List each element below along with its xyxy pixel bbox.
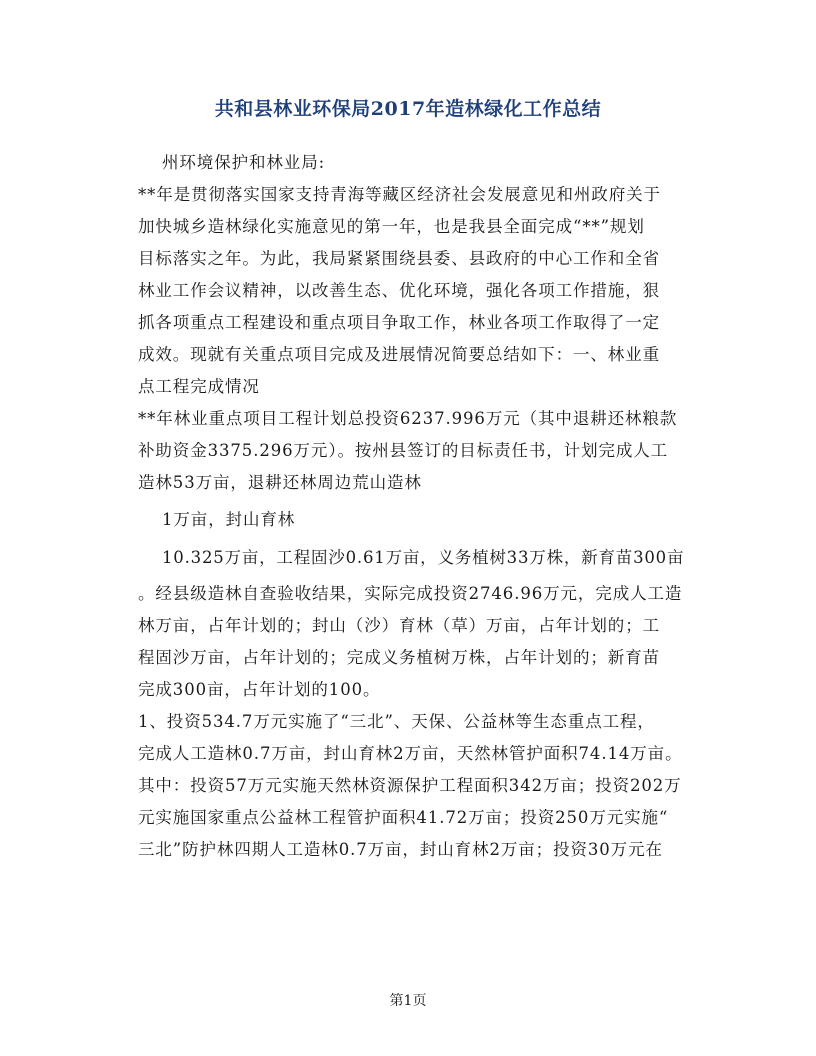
body-line: 1、投资534.7万元实施了“三北”、天保、公益林等生态重点工程， (138, 712, 655, 731)
body-line: 林业工作会议精神，以改善生态、优化环境，强化各项工作措施，狠 (138, 281, 660, 300)
body-line: 完成300亩，占年计划的100。 (138, 680, 381, 699)
body-line: 完成人工造林0.7万亩，封山育林2万亩，天然林管护面积74.14万亩。 (138, 744, 683, 763)
document-title: 共和县林业环保局2017年造林绿化工作总结 (214, 98, 602, 120)
body-line: 。经县级造林自查验收结果，实际完成投资2746.96万元，完成人工造 (138, 584, 683, 603)
body-line: **年是贯彻落实国家支持青海等藏区经济社会发展意见和州政府关于 (138, 185, 661, 204)
body-line: **年林业重点项目工程计划总投资6237.996万元（其中退耕还林粮款 (138, 409, 678, 428)
body-line: 元实施国家重点公益林工程管护面积41.72万亩；投资250万元实施“ (138, 808, 669, 827)
body-line: 点工程完成情况 (138, 377, 260, 396)
body-line: 造林53万亩，退耕还林周边荒山造林 (138, 473, 422, 492)
body-line: 1万亩，封山育林 (162, 510, 296, 529)
body-line: 抓各项重点工程建设和重点项目争取工作，林业各项工作取得了一定 (138, 313, 660, 332)
body-line: 补助资金3375.296万元）。按州县签订的目标责任书，计划完成人工 (138, 441, 669, 460)
body-line: 成效。现就有关重点项目完成及进展情况简要总结如下：一、林业重 (138, 345, 660, 364)
body-line: 林万亩，占年计划的；封山（沙）育林（草）万亩，占年计划的；工 (138, 616, 660, 635)
body-line: 州环境保护和林业局: (162, 153, 326, 172)
page-number: 第1页 (389, 993, 427, 1009)
body-line: 程固沙万亩，占年计划的；完成义务植树万株，占年计划的；新育苗 (138, 648, 660, 667)
body-line: 目标落实之年。为此，我局紧紧围绕县委、县政府的中心工作和全省 (138, 249, 660, 268)
body-line: 其中：投资57万元实施天然林资源保护工程面积342万亩；投资202万 (138, 776, 682, 795)
body-line: 加快城乡造林绿化实施意见的第一年，也是我县全面完成“**”规划 (138, 217, 645, 236)
body-line: 10.325万亩，工程固沙0.61万亩，义务植树33万株，新育苗300亩 (162, 548, 685, 567)
body-line: 三北”防护林四期人工造林0.7万亩，封山育林2万亩；投资30万元在 (138, 840, 663, 859)
